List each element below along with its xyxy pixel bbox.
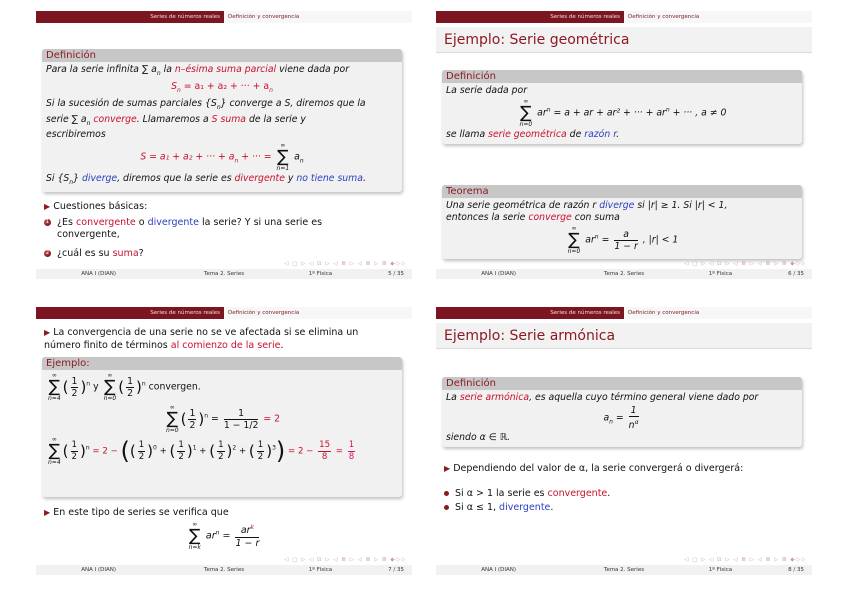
page-number: 5 / 35: [388, 271, 404, 277]
harmonic-term-equation: $a_n$ = $\frac{1}{n^\alpha}$: [603, 405, 639, 432]
example-row-1: ∞ ∑ n=4 ( $\frac{1}{2}$ )$^n$ y ∞ ∑ n=0 ( $\frac{1}{2}$ )$^n$ convergen.: [48, 372, 201, 402]
sum-equation: S = a₁ + a₂ + ··· + $a_n$ + ··· = ∞ ∑ n=1 $a_n$: [140, 142, 304, 173]
theorem-block: Teorema Una serie geométrica de razón r diverge si |r| ≥ 1. Si |r| < 1, entonces la serie converge con suma ∞ ∑ n=0 $ar^n$ = $\frac{a}{1 - r}$ , |r| < 1: [442, 185, 802, 259]
block-title: Teorema: [442, 185, 802, 198]
numbered-ball-icon: 2: [45, 249, 50, 256]
slide-header: [436, 307, 812, 319]
geometric-series-equation: ∞ ∑ n=0 $ar^n = a$ + ar + ar² + ··· + $ar^n$ + ··· , a ≠ 0: [519, 98, 727, 128]
header-subsection[interactable]: Definición y convergencia: [624, 307, 812, 319]
header-subsection[interactable]: Definición y convergencia: [224, 307, 412, 319]
page-number: 6 / 35: [788, 271, 804, 277]
slide-footer: ANA I (DIAN) Tema 2. Series 1º Física 7 / 35: [36, 565, 412, 575]
header-subsection[interactable]: Definición y convergencia: [224, 11, 412, 23]
block-title: Definición: [42, 49, 402, 62]
slide-header: [36, 11, 412, 23]
header-section[interactable]: Series de números reales: [436, 307, 624, 319]
page-number: 8 / 35: [788, 567, 804, 573]
slide-footer: ANA I (DIAN) Tema 2. Series 1º Física 6 / 35: [436, 269, 812, 279]
bullet-dot-icon: [444, 491, 449, 496]
bullet-triangle-icon: ▶: [444, 464, 451, 473]
beamer-nav-icons[interactable]: ◁ ▢ ▷ ◁ ⊡ ▷ ◁ ≣ ▷ ◁ ≣ ▷ ≣ ◆◇◇: [284, 557, 406, 563]
harmonic-bullets: ▶ Dependiendo del valor de α, la serie convergerá o divergerá: Si α > 1 la serie es convergente. Si α ≤ 1, divergente.: [444, 463, 744, 513]
block-title: Definición: [442, 70, 802, 83]
numbered-ball-icon: 1: [45, 218, 50, 225]
partial-sum-equation: $S_n = a_1 + a_2$ + ··· + $a_n$: [171, 80, 273, 94]
header-subsection[interactable]: Definición y convergencia: [624, 11, 812, 23]
slide-8: [436, 307, 812, 575]
beamer-nav-icons[interactable]: ◁ ▢ ▷ ◁ ⊡ ▷ ◁ ≣ ▷ ◁ ≣ ▷ ≣ ◆◇◇: [684, 261, 806, 267]
intro-paragraph: ▶ La convergencia de una serie no se ve afectada si se elimina un número finito de términos al comienzo de la serie.: [44, 327, 359, 351]
definition-block: Definición La serie dada por ∞ ∑ n=0 $ar^n = a$ + ar + ar² + ··· + $ar^n$ + ··· , a ≠ 0 se llama serie geométrica de razón r.: [442, 70, 802, 144]
definition-block: [42, 49, 402, 192]
frame-title: Ejemplo: Serie geométrica: [436, 27, 812, 53]
slide-footer: ANA I (DIAN) Tema 2. Series 1º Física 8 / 35: [436, 565, 812, 575]
example-row-2: ∞ ∑ n=0 ( $\frac{1}{2}$ )$^n$ = $\frac{1}{1 - 1/2}$ = 2: [165, 404, 281, 434]
example-block: [42, 357, 402, 497]
slide-header: [436, 11, 812, 23]
tail-paragraph: ▶ En este tipo de series se verifica que ∞ ∑ n=k $ar^n$ = $\frac{ar^k}{1 - r}$: [44, 507, 404, 552]
page-number: 7 / 35: [388, 567, 404, 573]
slide-footer: ANA I (DIAN) Tema 2. Series 1º Física 5 / 35: [36, 269, 412, 279]
frame-title: Ejemplo: Serie armónica: [436, 323, 812, 349]
tail-sum-equation: ∞ ∑ n=k $ar^n$ = $\frac{ar^k}{1 - r}$: [188, 520, 260, 551]
block-title: Ejemplo:: [42, 357, 402, 370]
bullet-dot-icon: [444, 505, 449, 510]
header-section[interactable]: Series de números reales: [436, 11, 624, 23]
header-section[interactable]: Series de números reales: [36, 307, 224, 319]
block-title: Definición: [442, 377, 802, 390]
geometric-sum-equation: ∞ ∑ n=0 $ar^n$ = $\frac{a}{1 - r}$ , |r| < 1: [567, 225, 679, 255]
beamer-nav-icons[interactable]: ◁ ▢ ▷ ◁ ⊡ ▷ ◁ ≣ ▷ ◁ ≣ ▷ ≣ ◆◇◇: [284, 261, 406, 267]
slide-6: [436, 11, 812, 279]
definition-block: Definición La serie armónica, es aquella cuyo término general viene dado por $a_n$ = $\frac{1}{n^\alpha}$ siendo α ∈ ℝ.: [442, 377, 802, 447]
bullet-triangle-icon: ▶: [44, 508, 51, 517]
slide-7: [36, 307, 412, 575]
bullet-triangle-icon: ▶: [44, 202, 51, 211]
slide-5: [36, 11, 412, 279]
bullet-triangle-icon: ▶: [44, 328, 51, 337]
block-body: Para la serie infinita ∑ $a_n$ la n–ésima suma parcial viene dada por $S_n = a_1 + a_2$ + ··· + $a_n$ Si la sucesión de sumas parciales $\{S_n\}$ converge a S, diremos que la serie ∑ $a_n$ converge. Llamaremos a S suma de la serie y escribiremos S = a₁ + a₂ + ··· + $a_n$ + ··· = ∞ ∑ n=1 $a_n$ Si $\{S_n\}$ diverge, diremos que la serie es divergente y no tiene suma.: [42, 62, 402, 192]
questions: ▶ Cuestiones básicas: 1 ¿Es convergente o divergente la serie? Y si una serie es convergente, 2 ¿cuál es su suma?: [44, 201, 323, 259]
beamer-nav-icons[interactable]: ◁ ▢ ▷ ◁ ⊡ ▷ ◁ ≣ ▷ ◁ ≣ ▷ ≣ ◆◇◇: [684, 557, 806, 563]
example-row-3: ∞ ∑ n=4 ( $\frac{1}{2}$ )$^n$ = 2 − (( $\frac{1}{2}$ )$^0$ + ( $\frac{1}{2}$ )$^1$ + ( $\frac{1}{2}$ )$^2$ + ( $\frac{1}{2}$ )$^3$) = 2 − $\frac{15}{8}$ = $\frac{1}{8}$: [48, 436, 355, 466]
slide-header: [36, 307, 412, 319]
header-section[interactable]: Series de números reales: [36, 11, 224, 23]
